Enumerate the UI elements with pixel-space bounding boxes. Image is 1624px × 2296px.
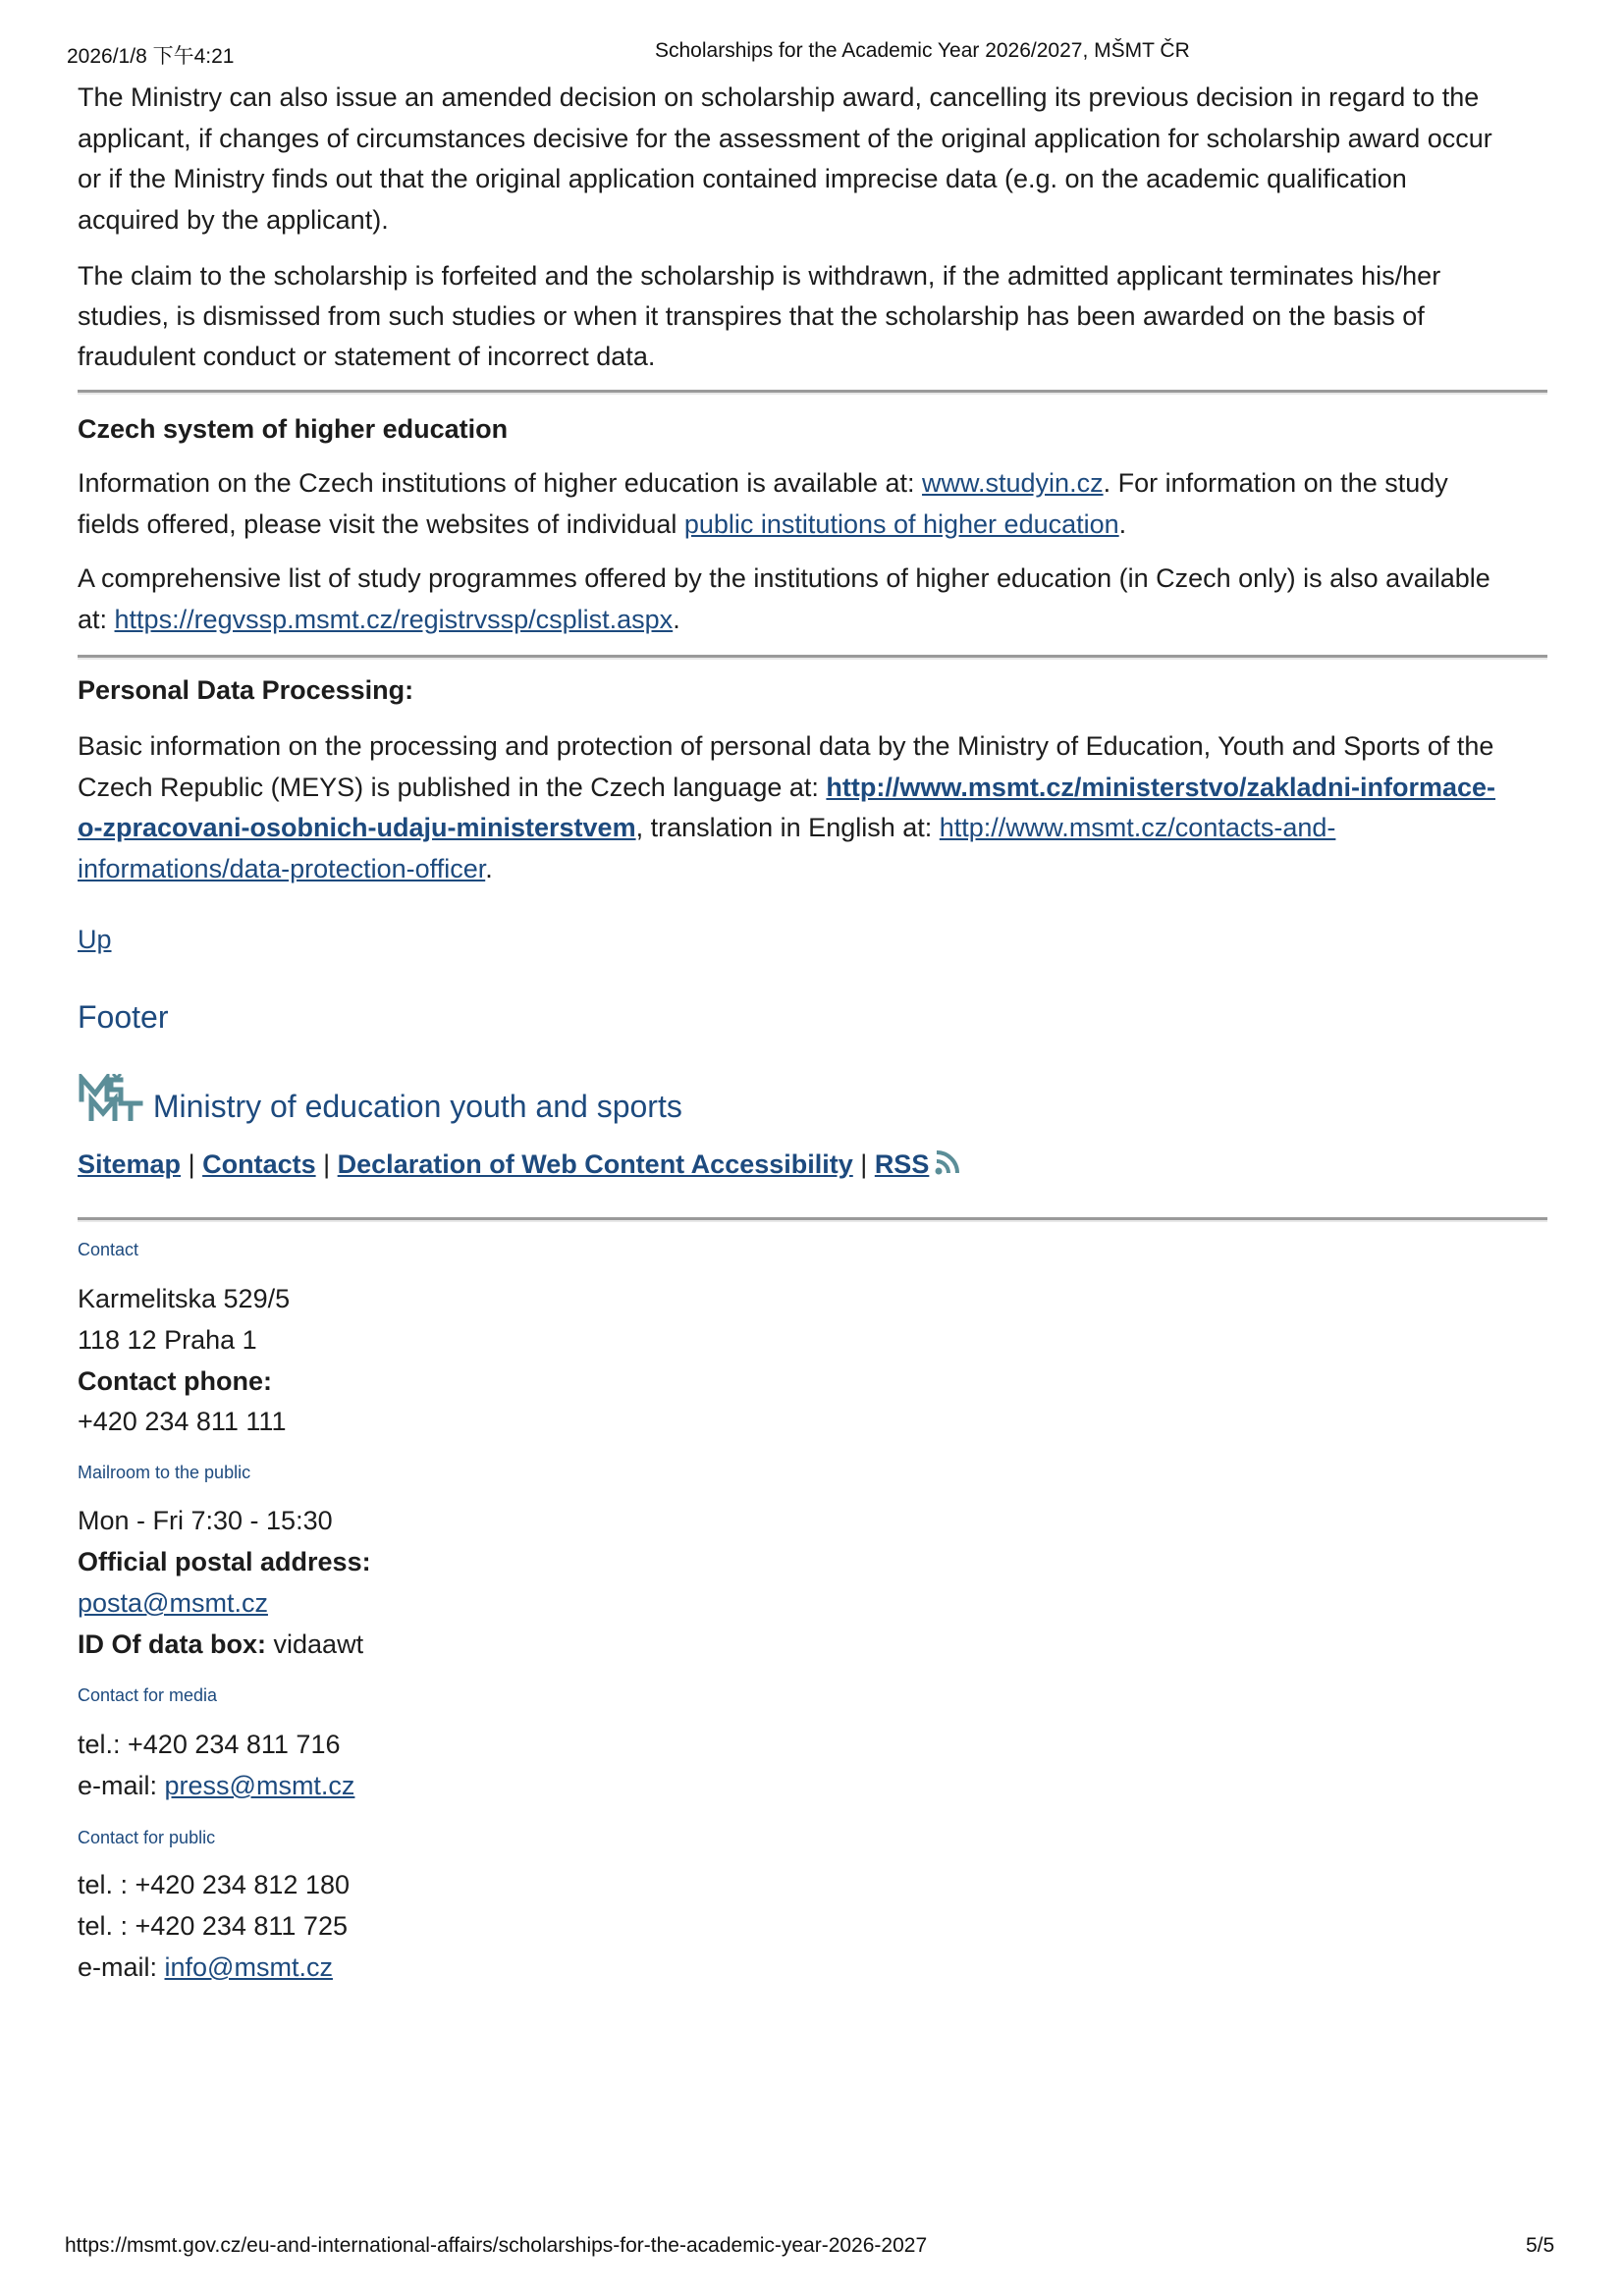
footer-heading: Footer [78,999,169,1035]
regvssp-link[interactable]: https://regvssp.msmt.cz/registrvssp/csplist.aspx [114,605,674,634]
email-label: e-mail: [78,1771,165,1800]
ministry-name: Ministry of education youth and sports [152,1089,682,1124]
contact-street: Karmelitska 529/5 [78,1284,291,1313]
media-tel: tel.: +420 234 811 716 [78,1730,341,1759]
english-privacy-link[interactable]: http://www.msmt.cz/contacts-and- [939,813,1336,842]
czech-system-info-line [78,508,1126,540]
text: fields offered, please visit the websites of individual [78,509,684,539]
contact-phone: +420 234 811 111 [78,1407,287,1436]
personal-data-heading: Personal Data Processing: [78,675,414,705]
text: . [1118,509,1127,539]
sitemap-link[interactable]: Sitemap [78,1149,182,1179]
mailroom-label: Mailroom to the public [78,1463,251,1482]
english-privacy-link[interactable]: informations/data-protection-officer [78,854,486,883]
footer-links [78,1148,960,1180]
study-programmes-line: A comprehensive list of study programmes offered by the institutions of higher education (in Czech only) is also available [78,563,1490,593]
databox-label: ID Of data box: [78,1629,267,1659]
czech-privacy-link[interactable]: http://www.msmt.cz/ministerstvo/zakladni-informace- [826,773,1496,802]
rss-icon[interactable] [935,1149,960,1175]
public-tel: tel. : +420 234 812 180 [78,1870,350,1899]
text: Information on the Czech institutions of higher education is available at: [78,468,923,498]
accessibility-link[interactable]: Declaration of Web Content Accessibility [337,1149,853,1179]
personal-data-line [78,772,1495,803]
separator: | [860,1149,868,1179]
ministry-brand[interactable] [78,1074,682,1130]
print-page-number: 5/5 [1526,2234,1555,2257]
postal-address-label: Official postal address: [78,1547,371,1576]
personal-data-line [78,812,1335,843]
separator: | [188,1149,195,1179]
press-email-link[interactable]: press@msmt.cz [164,1771,355,1800]
paragraph-line: fraudulent conduct or statement of incorrect data. [78,342,656,371]
postal-email-link[interactable]: posta@msmt.cz [78,1588,268,1618]
mailroom-hours: Mon - Fri 7:30 - 15:30 [78,1506,333,1535]
media-label: Contact for media [78,1685,218,1705]
databox-line [78,1629,363,1660]
text: . For information on the study [1103,468,1448,498]
section-divider [78,390,1547,395]
up-link-wrapper [78,924,112,955]
text: , translation in English at: [635,813,940,842]
contacts-link[interactable]: Contacts [202,1149,316,1179]
public-label: Contact for public [78,1828,216,1847]
print-url: https://msmt.gov.cz/eu-and-international-affairs/scholarships-for-the-academic-year-2026-2027 [65,2234,928,2257]
media-email-line [78,1770,354,1801]
print-datetime: 2026/1/8 下午4:21 [67,45,235,68]
personal-data-line [78,853,493,884]
contact-city: 118 12 Praha 1 [78,1325,257,1355]
info-email-link[interactable]: info@msmt.cz [164,1952,333,1982]
paragraph-line: applicant, if changes of circumstances decisive for the assessment of the original application for scholarship award occur [78,124,1492,153]
public-institutions-link[interactable]: public institutions of higher education [683,509,1119,539]
contact-label: Contact [78,1240,139,1259]
section-divider [78,655,1547,660]
public-tel: tel. : +420 234 811 725 [78,1911,348,1941]
up-link[interactable]: Up [78,925,112,954]
paragraph-line: studies, is dismissed from such studies or when it transpires that the scholarship has been awarded on the basis of [78,301,1425,331]
paragraph-line: acquired by the applicant). [78,205,389,235]
rss-link[interactable]: RSS [874,1149,930,1179]
studyin-link[interactable]: www.studyin.cz [922,468,1104,498]
public-email-line [78,1951,333,1983]
separator: | [323,1149,331,1179]
personal-data-line: Basic information on the processing and protection of personal data by the Ministry of Education, Youth and Sports of the [78,731,1494,761]
contact-phone-label: Contact phone: [78,1366,272,1396]
databox-value: vidaawt [266,1629,364,1659]
print-title: Scholarships for the Academic Year 2026/2027, MŠMT ČR [655,39,1190,62]
paragraph-line: or if the Ministry finds out that the original application contained imprecise data (e.g. on the academic qualification [78,164,1407,193]
footer-divider [78,1217,1547,1222]
czech-system-heading: Czech system of higher education [78,414,509,444]
paragraph-line: The Ministry can also issue an amended decision on scholarship award, cancelling its previous decision in regard to the [78,82,1480,112]
text: . [673,605,680,634]
czech-system-info-line [78,467,1448,499]
email-label: e-mail: [78,1952,165,1982]
study-programmes-line [78,604,680,635]
postal-email-wrapper [78,1587,268,1619]
text: at: [78,605,115,634]
paragraph-line: The claim to the scholarship is forfeited and the scholarship is withdrawn, if the admitted applicant terminates his/her [78,261,1441,291]
msmt-logo-icon [78,1074,144,1121]
czech-privacy-link[interactable]: o-zpracovani-osobnich-udaju-ministerstvem [78,813,636,842]
text: Czech Republic (MEYS) is published in the Czech language at: [78,773,827,802]
text: . [485,854,493,883]
